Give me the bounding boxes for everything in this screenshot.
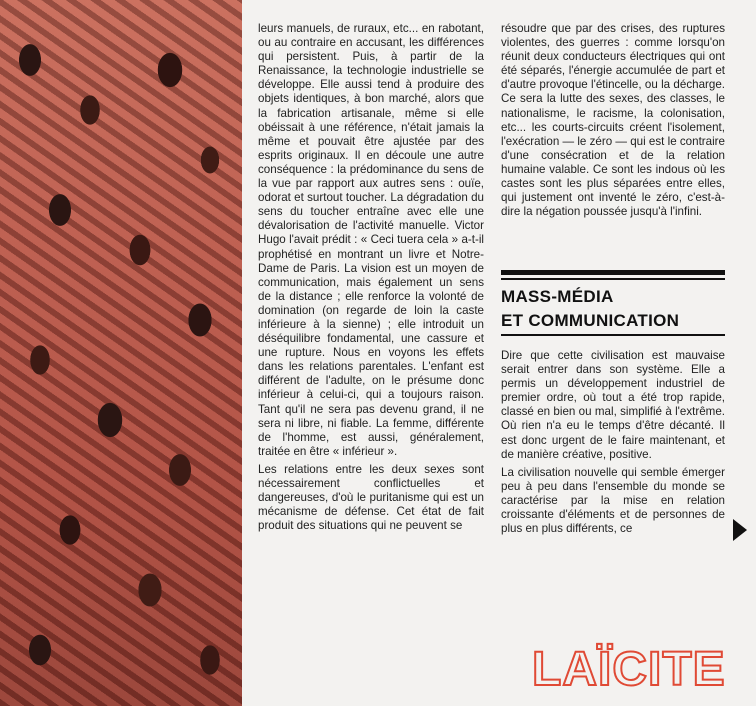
paragraph: Les relations entre les deux sexes sont nécessairement conflictuelles et dangereuses, d'où le puritanisme qui est un mécanisme de défense. Cet état de fait produit des situations qui ne peuvent se — [258, 462, 484, 533]
paragraph: La civilisation nouvelle qui semble émerger peu à peu dans l'ensemble du monde se caractérise par la mise en relation croissante d'éléments et de personnes de plus en plus différents, ce — [501, 465, 725, 536]
crowd-photo — [0, 0, 242, 706]
section-rule-bottom — [501, 334, 725, 336]
paragraph: Dire que cette civilisation est mauvaise serait entrer dans son système. Elle a permis un développement industriel de premier ordre, où tout a été trop rapide, classé en bien ou mal, simplifié à l'extrême. Où rien n'a eu le temps d'être décanté. Il est donc urgent de le faire maintenant, et de manière créative, positive. — [501, 349, 725, 461]
section-rule-top-thin — [501, 278, 725, 280]
paragraph: résoudre que par des crises, des ruptures violentes, des guerres : comme lorsqu'on réunit deux conducteurs électriques qui ont été séparés, l'énergie accumulée de part et d'autre provoque l'étincelle, ou la décharge. Ce sera la lutte des sexes, des classes, le nationalisme, le racisme, la colonisation, etc... les courts-circuits créent l'isolement, l'exécration — le zéro — qui est le contraire d'une consécration et de la relation humaine valable. Ce sont les indous où les castes sont les plus séparées entre elles, qui justement ont inventé le zéro, c'est-à-dire la négation poussée jusqu'à l'infini. — [501, 22, 725, 219]
text-column-3 — [501, 349, 725, 540]
text-column-1 — [258, 22, 484, 537]
heading-line-1: MASS-MÉDIA — [501, 287, 614, 306]
section-rule-top — [501, 270, 725, 275]
text-column-2 — [501, 22, 725, 223]
paragraph: leurs manuels, de ruraux, etc... en rabotant, ou au contraire en accusant, les différences qui persistent. Puis, à partir de la Renaissance, la technologie industrielle se développe. Elle aussi tend à produire des objets identiques, à bon marché, alors que la fabrication artisanale, même si elle obéissait à une référence, n'était jamais la même et pouvait être ajustée par des esprits originaux. Il en découle une autre conséquence : la prédominance du sens de la vue par rapport aux autres sens : ouïe, odorat et surtout toucher. La dégradation du sens du toucher entraîne avec elle une dévalorisation de l'activité manuelle. Victor Hugo l'avait prédit : « Ceci tuera cela » a-t-il prophétisé en montrant un livre et Notre-Dame de Paris. La vision est un moyen de communication, mais également un sens de la distance ; elle renforce la volonté de domination (on regarde de loin la caste inférieure à la sienne) ; elle introduit un déséquilibre fondamental, une cassure et une rupture. Nous en voyons les effets dans les relations parentales. L'enfant est différent de l'adulte, on le présume donc inférieur à celui-ci, qui a toujours raison. Tant qu'il ne sera pas devenu grand, il ne sera ni libre, ni fiable. La femme, différente de l'homme, est aussi, généralement, traitée en être « inférieur ». — [258, 22, 484, 458]
arrow-right-icon — [733, 519, 747, 541]
section-heading — [501, 285, 725, 333]
heading-line-2: ET COMMUNICATION — [501, 311, 680, 330]
laicite-logo: LAÏCITE — [532, 643, 726, 696]
